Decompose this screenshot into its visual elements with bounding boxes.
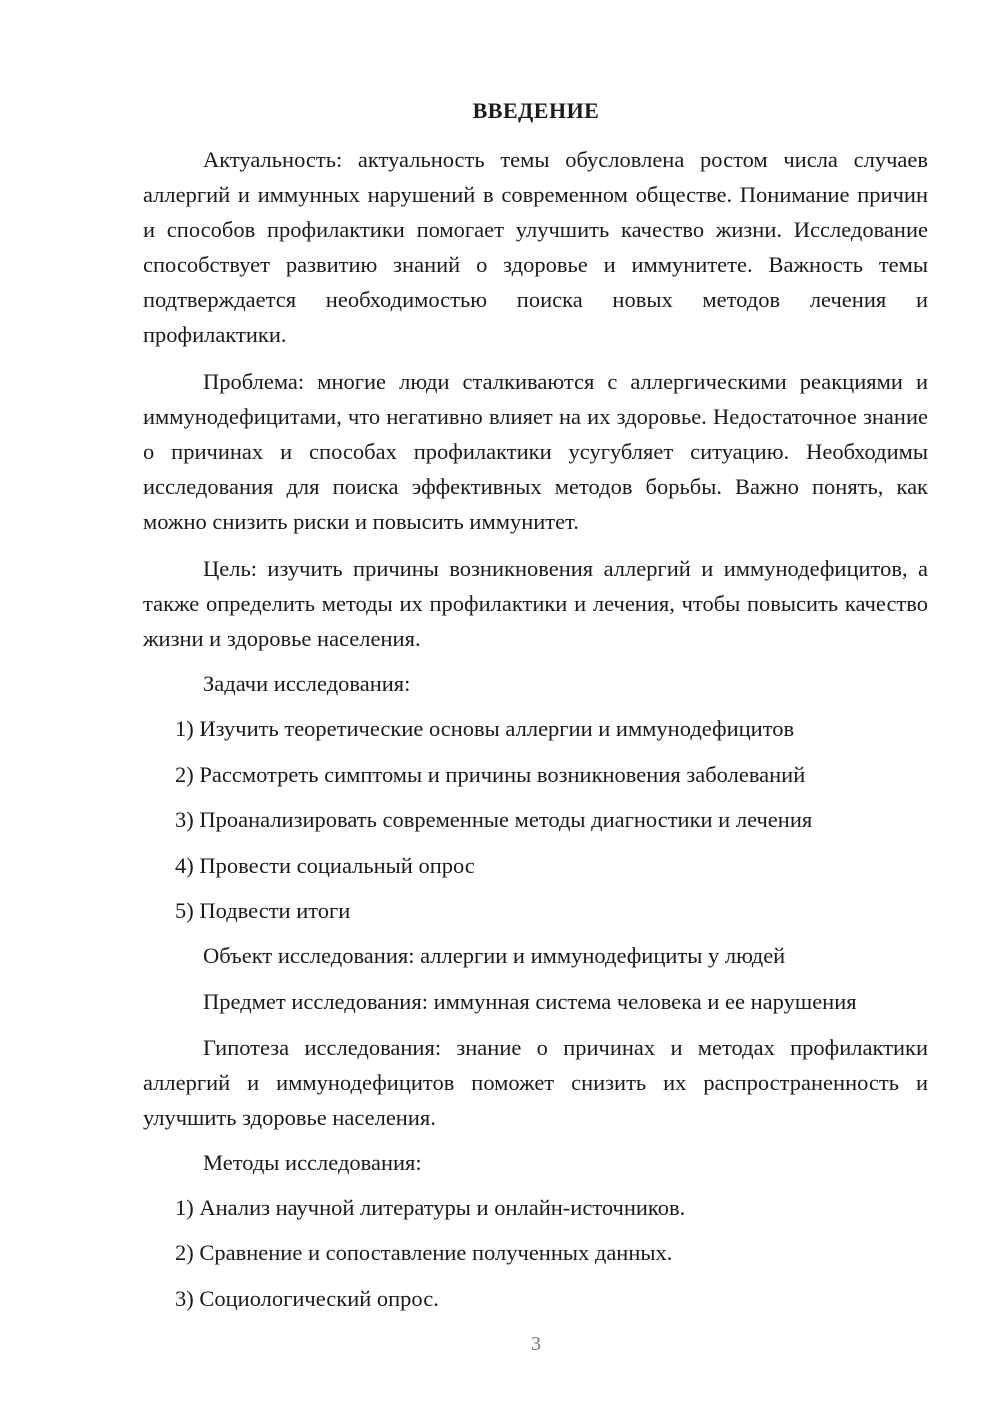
research-object: Объект исследования: аллергии и иммунодефициты у людей (203, 943, 786, 968)
hypothesis-paragraph: Гипотеза исследования: знание о причинах и методах профилактики аллергий и иммунодефицитов поможет снизить их распространенность и улучшить здоровье населения. (143, 1035, 928, 1130)
method-item: 2) Сравнение и сопоставление полученных данных. (175, 1240, 673, 1265)
task-item: 2) Рассмотреть симптомы и причины возникновения заболеваний (175, 762, 806, 787)
method-item: 1) Анализ научной литературы и онлайн-источников. (175, 1195, 686, 1220)
task-item: 3) Проанализировать современные методы диагностики и лечения (175, 807, 813, 832)
tasks-heading: Задачи исследования: (203, 671, 411, 696)
task-item: 4) Провести социальный опрос (175, 853, 475, 878)
problem-paragraph: Проблема: многие люди сталкиваются с аллергическими реакциями и иммунодефицитами, что негативно влияет на их здоровье. Недостаточное знание о причинах и способах профилактики усугубляет ситуацию. Необходимы исследования для поиска эффективных методов борьбы. Важно понять, как можно снизить риски и повысить иммунитет. (143, 369, 928, 534)
task-item: 1) Изучить теоретические основы аллергии и иммунодефицитов (175, 716, 795, 741)
relevance-paragraph: Актуальность: актуальность темы обусловлена ростом числа случаев аллергий и иммунных нарушений в современном обществе. Понимание причин и способов профилактики помогает улучшить качество жизни. Исследование способствует развитию знаний о здоровье и иммунитете. Важность темы подтверждается необходимостью поиска новых методов лечения и профилактики. (143, 147, 928, 347)
task-item: 5) Подвести итоги (175, 898, 351, 923)
page-number: 3 (531, 1333, 541, 1355)
goal-paragraph: Цель: изучить причины возникновения аллергий и иммунодефицитов, а также определить методы их профилактики и лечения, чтобы повысить качество жизни и здоровье населения. (143, 556, 928, 651)
method-item: 3) Социологический опрос. (175, 1286, 439, 1311)
research-subject: Предмет исследования: иммунная система человека и ее нарушения (203, 989, 857, 1014)
methods-heading: Методы исследования: (203, 1150, 422, 1175)
page-title: ВВЕДЕНИЕ (472, 98, 600, 123)
